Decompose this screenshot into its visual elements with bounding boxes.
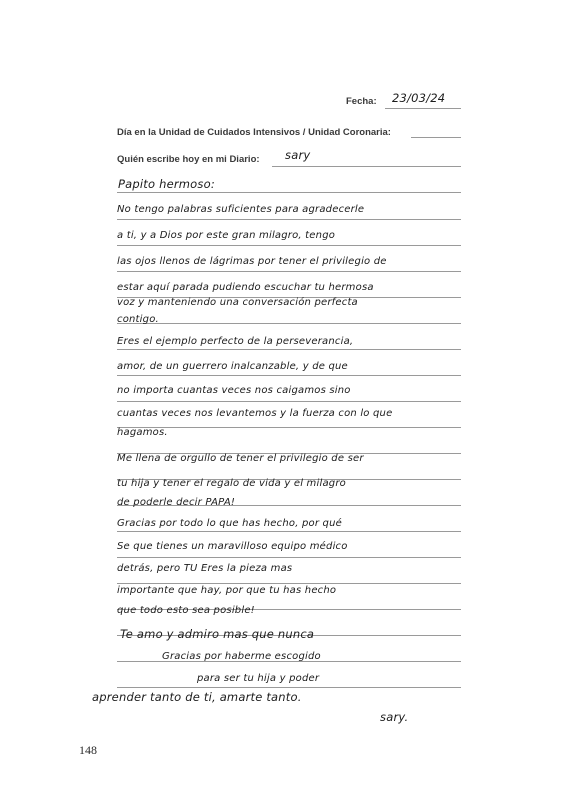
letter-line: aprender tanto de ti, amarte tanto. — [92, 690, 302, 704]
signature: sary. — [380, 710, 409, 724]
ruled-line — [117, 583, 461, 584]
ruled-line — [117, 349, 461, 350]
letter-line: Gracias por todo lo que has hecho, por qué — [117, 518, 342, 529]
ruled-line — [117, 271, 461, 272]
ruled-line — [117, 687, 461, 688]
letter-line: amor, de un guerrero inalcanzable, y de que — [117, 361, 348, 372]
letter-line: que todo esto sea posible! — [117, 605, 255, 616]
ruled-line — [117, 245, 461, 246]
unit-underline — [411, 137, 461, 138]
letter-line: a ti, y a Dios por este gran milagro, tengo — [117, 230, 336, 241]
unit-label: Día en la Unidad de Cuidados Intensivos / Unidad Coronaria: — [117, 127, 391, 138]
letter-line: cuantas veces nos levantemos y la fuerza con lo que — [117, 408, 393, 419]
letter-line: estar aquí parada pudiendo escuchar tu hermosa — [117, 282, 374, 293]
letter-line: las ojos llenos de lágrimas por tener el privilegio de — [117, 256, 387, 267]
letter-line: para ser tu hija y poder — [197, 673, 320, 684]
page-number: 148 — [79, 743, 97, 757]
letter-line: voz y manteniendo una conversación perfecta — [117, 297, 358, 308]
ruled-line — [117, 427, 461, 428]
letter-line: Eres el ejemplo perfecto de la perseverancia, — [117, 336, 354, 347]
letter-line: detrás, pero TU Eres la pieza mas — [117, 563, 293, 574]
letter-line: Te amo y admiro mas que nunca — [120, 627, 315, 641]
letter-line: tu hija y tener el regalo de vida y el milagro — [117, 478, 346, 489]
ruled-line — [117, 192, 461, 193]
letter-line: importante que hay, por que tu has hecho — [117, 585, 337, 596]
letter-line: no importa cuantas veces nos caigamos sino — [117, 385, 351, 396]
ruled-line — [117, 219, 461, 220]
letter-line: Papito hermoso: — [118, 177, 215, 191]
writer-value: sary — [285, 148, 311, 162]
date-underline — [385, 108, 461, 109]
ruled-line — [117, 401, 461, 402]
letter-line: contigo. — [117, 314, 159, 325]
letter-line: Me llena de orgullo de tener el privilegio de ser — [117, 453, 364, 464]
date-label: Fecha: — [346, 96, 377, 107]
letter-line: Gracias por haberme escogido — [162, 651, 321, 662]
ruled-line — [117, 375, 461, 376]
letter-line: Se que tienes un maravilloso equipo médico — [117, 541, 348, 552]
ruled-line — [117, 557, 461, 558]
date-value: 23/03/24 — [392, 91, 446, 105]
writer-label: Quién escribe hoy en mi Diario: — [117, 154, 260, 165]
letter-line: de poderle decir PAPA! — [117, 497, 236, 508]
ruled-line — [117, 531, 461, 532]
ruled-line — [117, 323, 461, 324]
writer-underline — [272, 166, 461, 167]
letter-line: No tengo palabras suficientes para agradecerle — [117, 204, 365, 215]
letter-line: hagamos. — [117, 427, 168, 438]
